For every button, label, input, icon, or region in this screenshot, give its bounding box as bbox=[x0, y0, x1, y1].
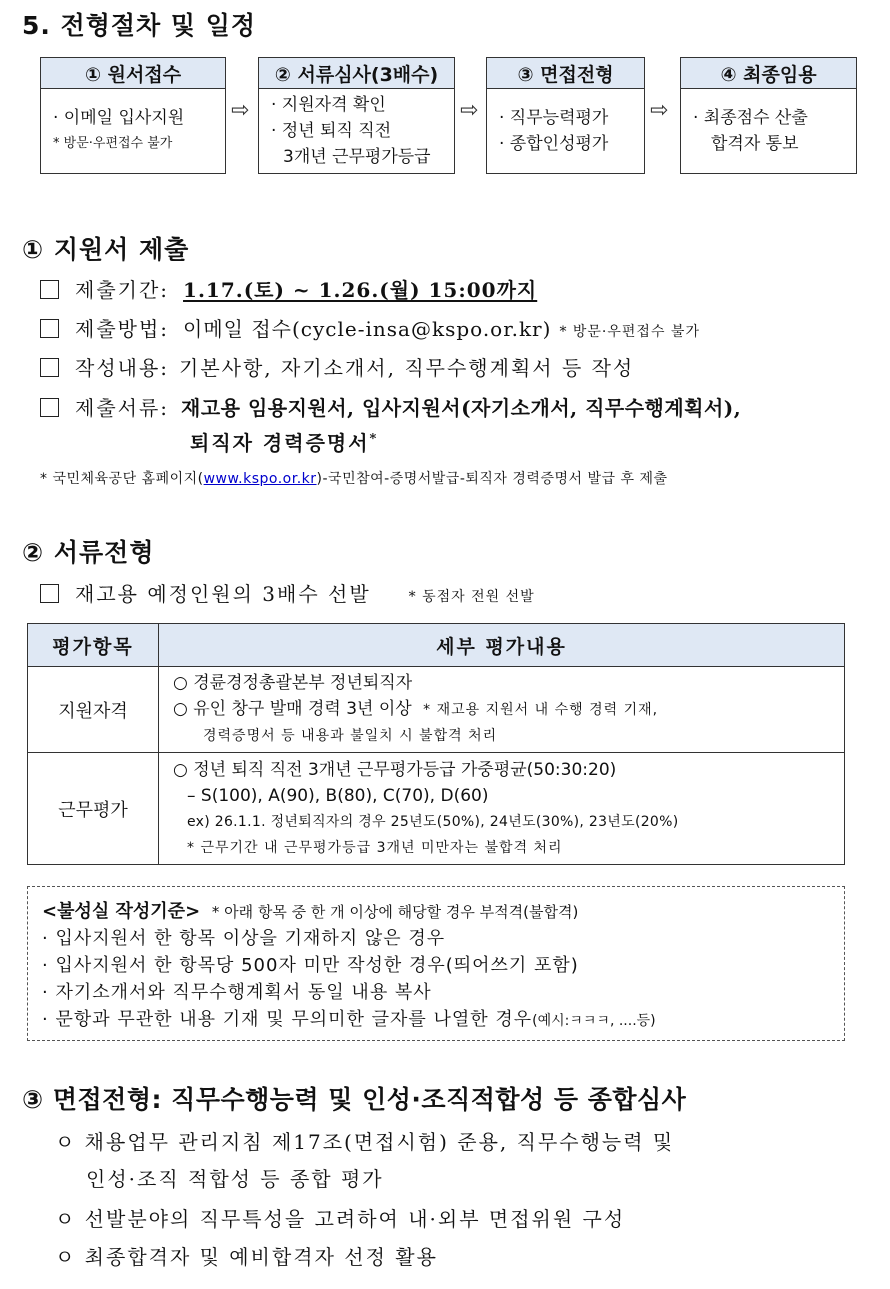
interview-item: ㅇ 최종합격자 및 예비합격자 선정 활용 bbox=[55, 1245, 438, 1269]
detail-line: ○ 정년 퇴직 직전 3개년 근무평가등급 가중평균(50:30:20) bbox=[173, 759, 617, 780]
criteria-item-last bbox=[42, 1005, 656, 1031]
process-step-3 bbox=[486, 57, 645, 174]
select-text: 재고용 예정인원의 3배수 선발 bbox=[75, 582, 371, 606]
criteria-box bbox=[27, 886, 845, 1041]
method-note: * 방문·우편접수 불가 bbox=[559, 324, 700, 340]
process-step-4 bbox=[680, 57, 857, 174]
checkbox-icon bbox=[40, 584, 59, 603]
criteria-example: (예시:ㅋㅋㅋ, ....등) bbox=[532, 1013, 656, 1029]
method-row bbox=[40, 313, 700, 342]
content-label: 작성내용: bbox=[75, 356, 170, 380]
criteria-item: · 자기소개서와 직무수행계획서 동일 내용 복사 bbox=[42, 982, 432, 1003]
detail-line: * 근무기간 내 근무평가등급 3개년 미만자는 불합격 처리 bbox=[187, 839, 563, 856]
period-value: 1.17.(토) ~ 1.26.(월) 15:00까지 bbox=[183, 278, 538, 302]
arrow-right-icon: ⇨ bbox=[460, 98, 479, 123]
section-title: 5. 전형절차 및 일정 bbox=[22, 11, 257, 40]
arrow-right-icon: ⇨ bbox=[231, 98, 250, 123]
table-row bbox=[28, 753, 845, 865]
detail-text: ○ 유인 창구 발매 경력 3년 이상 bbox=[173, 699, 412, 719]
checkbox-icon bbox=[40, 398, 59, 417]
checkbox-icon bbox=[40, 280, 59, 299]
kspo-link[interactable]: www.kspo.or.kr bbox=[203, 471, 317, 487]
step-3-line-1: · 직무능력평가 bbox=[499, 108, 609, 128]
period-label: 제출기간: bbox=[75, 278, 170, 302]
content-value: 기본사항, 자기소개서, 직무수행계획서 등 작성 bbox=[179, 356, 635, 380]
process-step-1 bbox=[40, 57, 226, 174]
apply-footnote bbox=[40, 468, 668, 488]
row-category: 지원자격 bbox=[28, 667, 159, 753]
criteria-title-note: * 아래 항목 중 한 개 이상에 해당할 경우 부적격(불합격) bbox=[211, 903, 579, 921]
apply-section-title: ① 지원서 제출 bbox=[22, 235, 190, 264]
table-row bbox=[28, 667, 845, 753]
step-2-line-2: · 정년 퇴직 직전 bbox=[271, 121, 392, 141]
header-detail: 세부 평가내용 bbox=[159, 624, 845, 667]
docs-value-2: 퇴직자 경력증명서 bbox=[190, 431, 370, 455]
docs-label: 제출서류: bbox=[75, 396, 170, 420]
content-row bbox=[40, 352, 634, 381]
footnote-pre: * 국민체육공단 홈페이지( bbox=[40, 471, 204, 487]
detail-note: * 재고용 지원서 내 수행 경력 기재, bbox=[423, 702, 659, 718]
step-2-line-1: · 지원자격 확인 bbox=[271, 95, 386, 115]
detail-line: 경력증명서 등 내용과 불일치 시 불합격 처리 bbox=[203, 728, 498, 744]
row-detail bbox=[159, 667, 845, 753]
table-header-row bbox=[28, 624, 845, 667]
row-detail bbox=[159, 753, 845, 865]
detail-line bbox=[173, 696, 844, 723]
period-row bbox=[40, 274, 537, 303]
detail-line: – S(100), A(90), B(80), C(70), D(60) bbox=[187, 785, 489, 806]
criteria-title-row bbox=[42, 897, 578, 923]
method-value: 이메일 접수(cycle-insa@kspo.or.kr) bbox=[183, 317, 552, 341]
footnote-post: )-국민참여-증명서발급-퇴직자 경력증명서 발급 후 제출 bbox=[316, 471, 668, 487]
method-label: 제출방법: bbox=[75, 317, 170, 341]
interview-item: ㅇ 채용업무 관리지침 제17조(면접시험) 준용, 직무수행능력 및 bbox=[55, 1130, 675, 1154]
criteria-item: · 문항과 무관한 내용 기재 및 무의미한 글자를 나열한 경우 bbox=[42, 1009, 533, 1030]
process-step-2 bbox=[258, 57, 455, 174]
step-1-line-2: * 방문·우편접수 불가 bbox=[53, 136, 173, 151]
arrow-right-icon: ⇨ bbox=[650, 98, 669, 123]
docs-value-2-row bbox=[190, 427, 378, 456]
docs-star: * bbox=[369, 431, 379, 447]
criteria-title: <불성실 작성기준> bbox=[42, 901, 201, 922]
checkbox-icon bbox=[40, 358, 59, 377]
evaluation-table bbox=[27, 623, 845, 865]
step-4-line-2: 합격자 통보 bbox=[711, 134, 799, 154]
step-1-line-1: · 이메일 입사지원 bbox=[53, 108, 185, 128]
step-2-title: ② 서류심사(3배수) bbox=[259, 58, 454, 89]
criteria-item: · 입사지원서 한 항목당 500자 미만 작성한 경우(띄어쓰기 포함) bbox=[42, 955, 579, 976]
detail-line: ○ 경륜경정총괄본부 정년퇴직자 bbox=[173, 673, 413, 693]
checkbox-icon bbox=[40, 319, 59, 338]
doc-screen-title: ② 서류전형 bbox=[22, 538, 155, 567]
step-2-line-3: 3개년 근무평가등급 bbox=[283, 147, 431, 167]
header-category: 평가항목 bbox=[28, 624, 159, 667]
criteria-item: · 입사지원서 한 항목 이상을 기재하지 않은 경우 bbox=[42, 928, 446, 949]
select-note: * 동점자 전원 선발 bbox=[408, 589, 535, 605]
step-3-title: ③ 면접전형 bbox=[487, 58, 644, 89]
interview-item: ㅇ 선발분야의 직무특성을 고려하여 내·외부 면접위원 구성 bbox=[55, 1207, 626, 1231]
step-1-title: ① 원서접수 bbox=[41, 58, 225, 89]
docs-row bbox=[40, 392, 741, 421]
select-row bbox=[40, 578, 535, 607]
interview-item: 인성·조직 적합성 등 종합 평가 bbox=[86, 1167, 384, 1191]
row-category: 근무평가 bbox=[28, 753, 159, 865]
docs-value-1: 재고용 임용지원서, 입사지원서(자기소개서, 직무수행계획서), bbox=[181, 396, 742, 420]
step-4-line-1: · 최종점수 산출 bbox=[693, 108, 808, 128]
interview-title: ③ 면접전형: 직무수행능력 및 인성·조직적합성 등 종합심사 bbox=[22, 1085, 687, 1114]
step-4-title: ④ 최종임용 bbox=[681, 58, 856, 89]
detail-line: ex) 26.1.1. 정년퇴직자의 경우 25년도(50%), 24년도(30%), 23년도(20%) bbox=[187, 813, 679, 830]
step-3-line-2: · 종합인성평가 bbox=[499, 134, 609, 154]
